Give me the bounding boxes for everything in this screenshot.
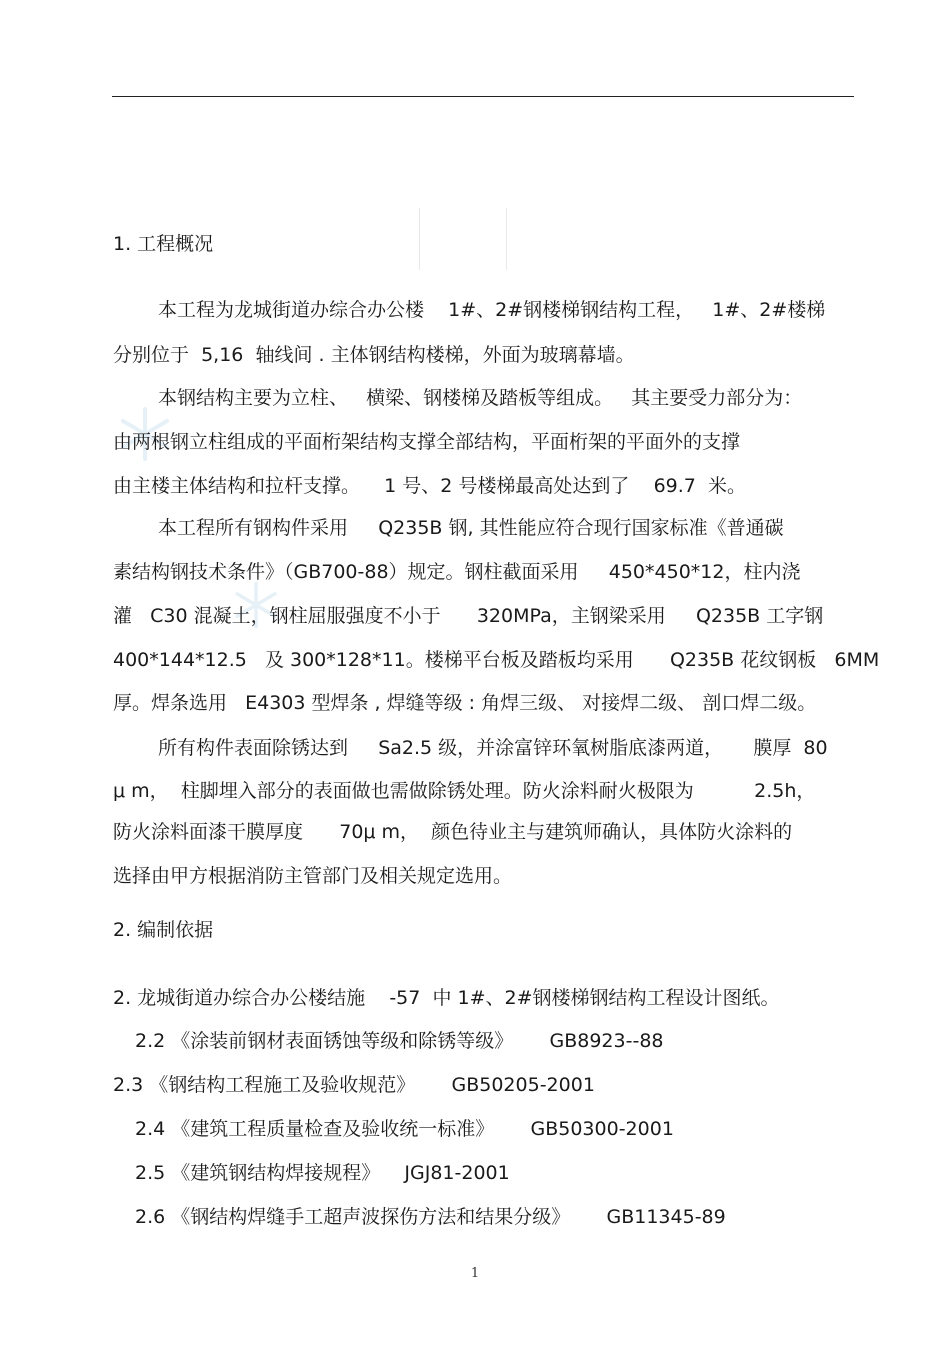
paragraph-line: 分别位于 5,16 轴线间 . 主体钢结构楼梯，外面为玻璃幕墙。 <box>113 344 635 366</box>
paragraph-line: 由主楼主体结构和拉杆支撑。 1 号、2 号楼梯最高处达到了 69.7 米。 <box>113 475 746 497</box>
reference-item: 2.3 《钢结构工程施工及验收规范》 GB50205-2001 <box>113 1074 595 1096</box>
section-heading: 1. 工程概况 <box>113 233 214 255</box>
paragraph-line: 所有构件表面除锈达到 Sa2.5 级，并涂富锌环氧树脂底漆两道， 膜厚 80 <box>158 737 828 759</box>
page-number: 1 <box>470 1266 480 1281</box>
paragraph-line: μ m， 柱脚埋入部分的表面做也需做除锈处理。防火涂料耐火极限为 2.5h， <box>113 780 816 802</box>
reference-item: 2.2 《涂装前钢材表面锈蚀等级和除锈等级》 GB8923--88 <box>135 1030 664 1052</box>
header-rule <box>112 96 854 97</box>
paragraph-line: 灌 C30 混凝土，钢柱屈服强度不小于 320MPa，主钢梁采用 Q235B 工字钢 <box>113 605 824 627</box>
reference-item: 2. 龙城街道办综合办公楼结施 -57 中 1#、2#钢楼梯钢结构工程设计图纸。 <box>113 987 780 1009</box>
divider-line <box>506 208 507 270</box>
divider-line <box>419 208 420 270</box>
paragraph-line: 选择由甲方根据消防主管部门及相关规定选用。 <box>113 865 513 887</box>
paragraph-line: 由两根钢立柱组成的平面桁架结构支撑全部结构，平面桁架的平面外的支撑 <box>113 431 741 453</box>
paragraph-line: 素结构钢技术条件》（GB700-88）规定。钢柱截面采用 450*450*12，柱内浇 <box>113 561 801 583</box>
paragraph-line: 本钢结构主要为立柱、 横梁、钢楼梯及踏板等组成。 其主要受力部分为： <box>158 387 803 409</box>
paragraph-line: 本工程所有钢构件采用 Q235B 钢, 其性能应符合现行国家标准《普通碳 <box>158 517 784 539</box>
paragraph-line: 防火涂料面漆干膜厚度 70μ m， 颜色待业主与建筑师确认，具体防火涂料的 <box>113 821 793 843</box>
reference-item: 2.4 《建筑工程质量检查及验收统一标准》 GB50300-2001 <box>135 1118 674 1140</box>
paragraph-line: 本工程为龙城街道办综合办公楼 1#、2#钢楼梯钢结构工程， 1#、2#楼梯 <box>158 299 826 321</box>
paragraph-line: 厚。焊条选用 E4303 型焊条 , 焊缝等级 : 角焊三级、 对接焊二级、 剖口焊二级。 <box>113 692 817 714</box>
paragraph-line: 400*144*12.5 及 300*128*11。楼梯平台板及踏板均采用 Q235B 花纹钢板 6MM <box>113 649 880 671</box>
reference-item: 2.6 《钢结构焊缝手工超声波探伤方法和结果分级》 GB11345-89 <box>135 1206 726 1228</box>
section-heading: 2. 编制依据 <box>113 919 214 941</box>
reference-item: 2.5 《建筑钢结构焊接规程》 JGJ81-2001 <box>135 1162 510 1184</box>
